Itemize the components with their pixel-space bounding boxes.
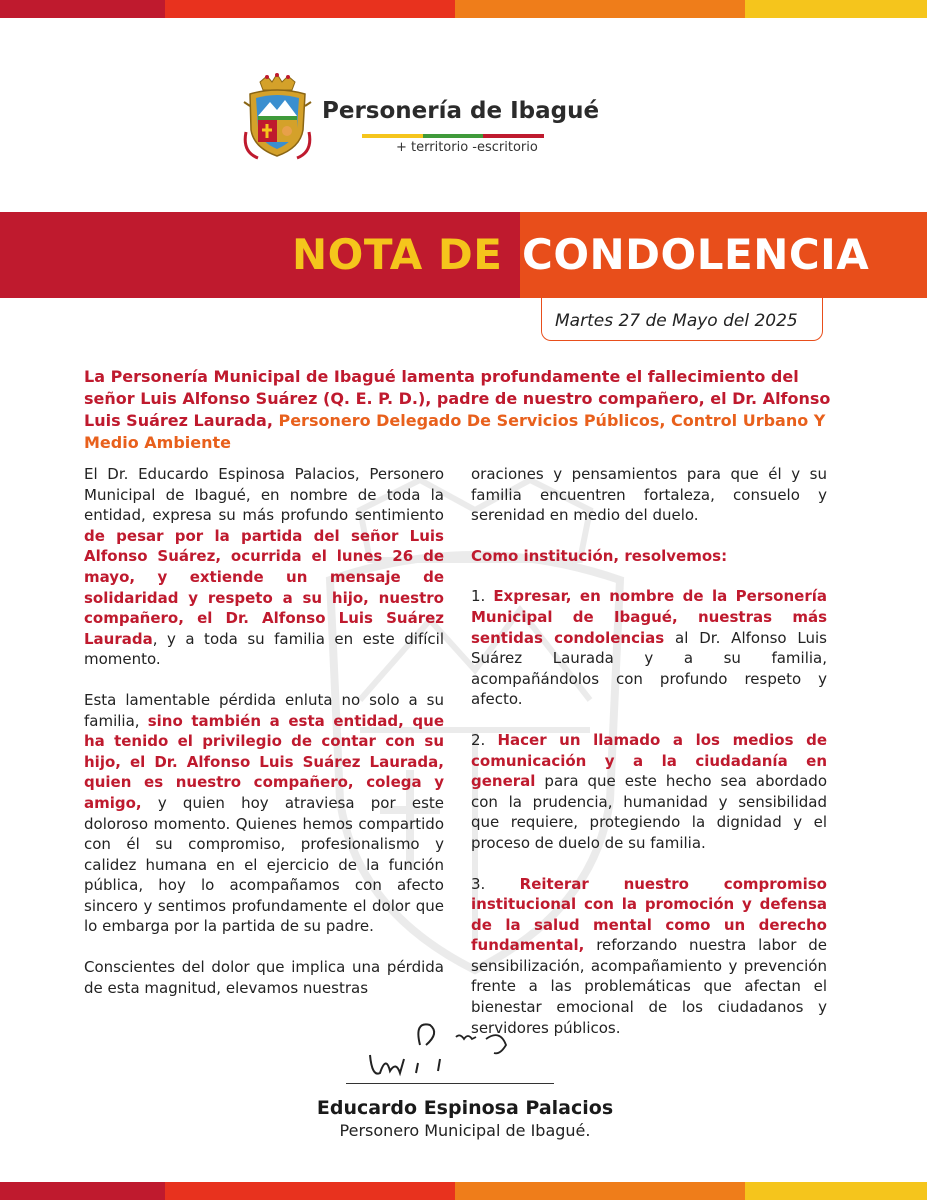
text-run: Esta lamentable pérdida enluta no solo a su familia, [84,690,444,730]
tagline: + territorio -escritorio [396,140,538,155]
signer-name: Educardo Espinosa Palacios [316,1097,614,1119]
right-paragraph-1: oraciones y pensamientos para que él y su familia encuentren fortaleza, consuelo y serenidad en medio del duelo. [471,465,827,525]
text-run-highlight: Reiterar nuestro compromiso institucional con la promoción y defensa de la salud mental como un derecho fundamental, [471,874,827,955]
handwritten-signature-icon [360,1015,530,1083]
resolution-item-3 [471,874,827,1039]
banner-title-part1: NOTA DE [292,230,503,279]
text-run-highlight: sino también a esta entidad, que ha tenido el privilegio de contar con su hijo, el Dr. Alfonso Luis Suárez Laurada, quien es nuestro compañero, colega y amigo, [84,711,444,812]
intro-role-text: Personero Delegado De Servicios Públicos, Control Urbano Y Medio Ambiente [84,411,826,452]
text-run: para que este hecho sea abordado con la prudencia, humanidad y sensibilidad que requiere, protegiendo la dignidad y el proceso de duelo de su familia. [471,772,827,852]
brand-name: Personería de Ibagué [322,98,600,124]
resolutions-heading: Como institución, resolvemos: [471,546,728,565]
left-paragraph-1 [84,464,444,670]
text-run: al Dr. Alfonso Luis Suárez Laurada y a su familia, acompañándolos con profundo respeto y afecto. [471,628,827,709]
coat-of-arms-icon [240,72,315,164]
text-run-highlight: de pesar por la partida del señor Luis Alfonso Suárez, ocurrida el lunes 26 de mayo, y extiende un mensaje de solidaridad y respeto a su hijo, nuestro compañero, el Dr. Alfonso Luis Suárez Laurada [84,526,444,648]
intro-statement [84,366,844,454]
signer-role: Personero Municipal de Ibagué. [339,1121,591,1140]
top-color-stripe [0,0,927,18]
text-run: El Dr. Educardo Espinosa Palacios, Personero Municipal de Ibagué, en nombre de toda la entidad, expresa su más profundo sentimiento [84,465,444,525]
signature-line [346,1083,554,1084]
item-number: 1. [471,587,494,606]
item-number: 2. [471,730,498,749]
text-run-highlight: Expresar, en nombre de la Personería Municipal de Ibagué, nuestras más sentidas condolencias [471,587,827,647]
brand-tricolor-line [362,134,544,138]
left-paragraph-2 [84,690,444,937]
text-run: y quien hoy atraviesa por este doloroso momento. Quienes hemos compartido con él su compromiso, profesionalismo y calidez humana en el ejercicio de la función pública, hoy lo acompañamos con afecto sincero y sentimos profundamente el dolor que lo embarga por la partida de su padre. [84,793,444,936]
bottom-color-stripe [0,1182,927,1200]
banner-title-part2: CONDOLENCIA [522,230,870,279]
date-label: Martes 27 de Mayo del 2025 [555,311,798,331]
resolution-item-2 [471,730,827,854]
text-run: reforzando nuestra labor de sensibilización, acompañamiento y prevención frente a las problemáticas que afectan el bienestar emocional de los ciudadanos y servidores públicos. [471,936,827,1037]
resolution-item-1 [471,586,827,710]
text-run: , y a toda su familia en este difícil momento. [84,629,444,669]
right-column [471,464,827,1058]
intro-main-text: La Personería Municipal de Ibagué lamenta profundamente el fallecimiento del señor Luis Alfonso Suárez (Q. E. P. D.), padre de nuestro compañero, el Dr. Alfonso Luis Suárez Laurada, [84,367,831,430]
left-column [84,464,444,1018]
item-number: 3. [471,874,520,893]
text-run-highlight: Hacer un llamado a los medios de comunicación y a la ciudadanía en general [471,730,827,791]
left-paragraph-3: Conscientes del dolor que implica una pérdida de esta magnitud, elevamos nuestras [84,958,444,997]
